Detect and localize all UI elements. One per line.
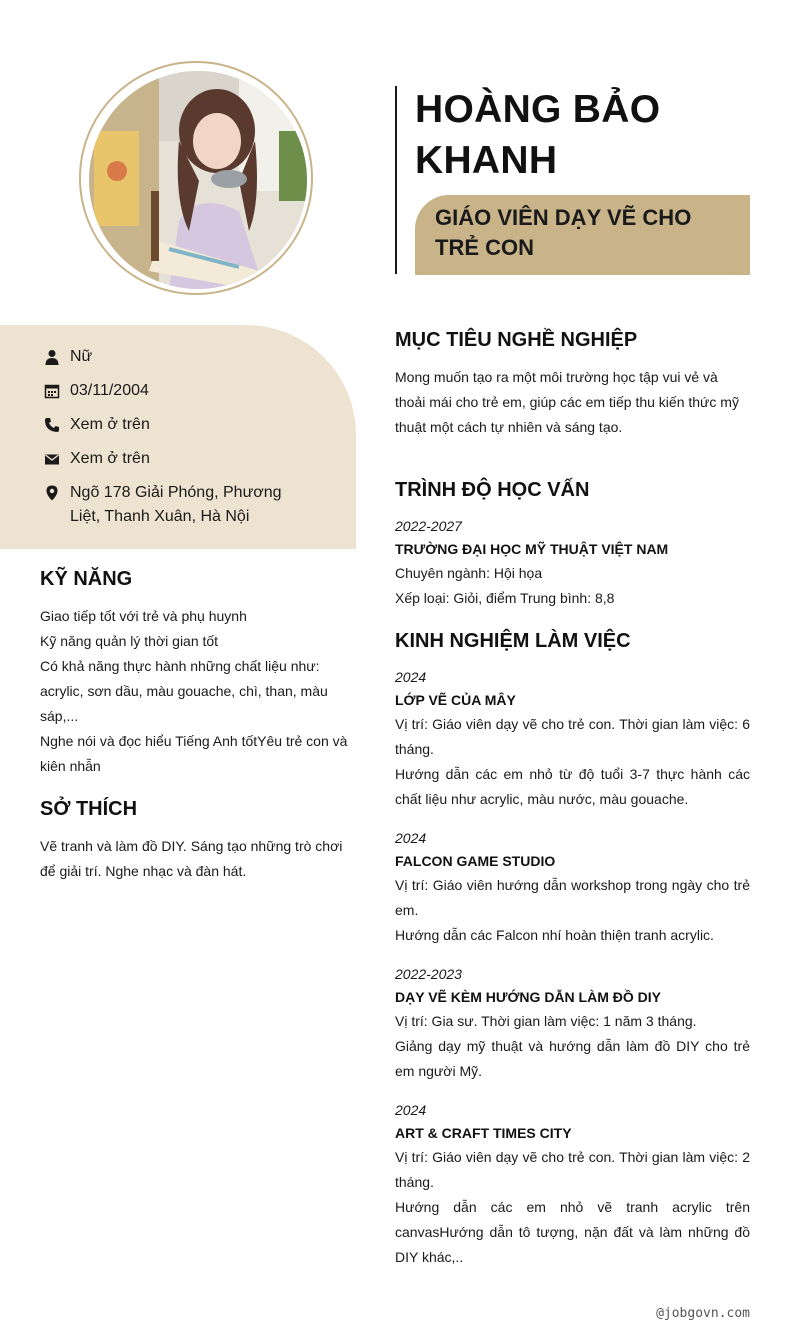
calendar-icon xyxy=(44,383,60,399)
experience-entry xyxy=(395,963,750,1084)
education-heading: TRÌNH ĐỘ HỌC VẤN xyxy=(395,479,590,501)
avatar xyxy=(89,71,307,289)
watermark: @jobgovn.com xyxy=(656,1306,750,1321)
experience-heading: KINH NGHIỆM LÀM VIỆC xyxy=(395,630,631,652)
hobbies-heading: SỞ THÍCH xyxy=(40,798,138,820)
job-period: 2024 xyxy=(395,1102,427,1118)
phone-icon xyxy=(44,417,60,433)
job-role: Vị trí: Giáo viên dạy vẽ cho trẻ con. Thời gian làm việc: 2 tháng. xyxy=(395,1149,750,1190)
skills-heading: KỸ NĂNG xyxy=(40,568,133,590)
contact-email xyxy=(44,447,310,471)
gender-text: Nữ xyxy=(70,348,93,365)
job-desc: Giảng dạy mỹ thuật và hướng dẫn làm đồ DIY cho trẻ em người Mỹ. xyxy=(395,1038,750,1079)
skill-item: Nghe nói và đọc hiểu Tiếng Anh tốtYêu trẻ con và kiên nhẫn xyxy=(40,733,348,774)
job-title: GIÁO VIÊN DẠY VẼ CHO TRẺ CON xyxy=(435,205,692,260)
skill-item: Có khả năng thực hành những chất liệu như: acrylic, sơn dầu, màu gouache, chì, than, màu sáp,... xyxy=(40,658,328,724)
header-divider xyxy=(395,86,397,274)
job-desc: Hướng dẫn các Falcon nhí hoàn thiện tranh acrylic. xyxy=(395,927,714,943)
objective-text: Mong muốn tạo ra một môi trường học tập vui vẻ và thoải mái cho trẻ em, giúp các em tiếp thu kiến thức mỹ thuật một cách tự nhiên và sáng tạo. xyxy=(395,369,739,435)
contact-dob xyxy=(44,379,310,403)
education-entry xyxy=(395,515,750,611)
job-title-badge xyxy=(415,195,750,275)
contact-phone xyxy=(44,413,310,437)
contact-address xyxy=(44,481,310,529)
experience-entry xyxy=(395,827,750,948)
job-period: 2022-2023 xyxy=(395,966,462,982)
contact-gender xyxy=(44,345,310,369)
hobbies-text: Vẽ tranh và làm đồ DIY. Sáng tạo những trò chơi để giải trí. Nghe nhạc và đàn hát. xyxy=(40,838,343,879)
job-desc: Hướng dẫn các em nhỏ từ độ tuổi 3-7 thực hành các chất liệu như acrylic, màu nước, màu gouache. xyxy=(395,766,750,807)
education-grade: Xếp loại: Giỏi, điểm Trung bình: 8,8 xyxy=(395,590,615,606)
skill-item: Kỹ năng quản lý thời gian tốt xyxy=(40,633,219,649)
education-period: 2022-2027 xyxy=(395,518,462,534)
profile-photo xyxy=(89,71,307,289)
job-org: LỚP VẼ CỦA MÂY xyxy=(395,692,516,708)
job-org: DẠY VẼ KÈM HƯỚNG DẪN LÀM ĐỒ DIY xyxy=(395,989,661,1005)
phone-text: Xem ở trên xyxy=(70,416,150,433)
job-period: 2024 xyxy=(395,830,427,846)
contact-panel xyxy=(0,325,356,549)
job-role: Vị trí: Giáo viên hướng dẫn workshop trong ngày cho trẻ em. xyxy=(395,877,750,918)
dob-text: 03/11/2004 xyxy=(70,382,149,399)
job-org: FALCON GAME STUDIO xyxy=(395,853,556,869)
address-text: Ngõ 178 Giải Phóng, Phương Liệt, Thanh Xuân, Hà Nội xyxy=(70,484,282,525)
job-org: ART & CRAFT TIMES CITY xyxy=(395,1125,572,1141)
job-role: Vị trí: Giáo viên dạy vẽ cho trẻ con. Thời gian làm việc: 6 tháng. xyxy=(395,716,750,757)
skills-list xyxy=(40,604,358,779)
job-role: Vị trí: Gia sư. Thời gian làm việc: 1 năm 3 tháng. xyxy=(395,1013,697,1029)
person-icon xyxy=(44,349,60,365)
skill-item: Giao tiếp tốt với trẻ và phụ huynh xyxy=(40,608,247,624)
full-name: HOÀNG BẢO KHANH xyxy=(415,88,661,182)
job-desc: Hướng dẫn các em nhỏ vẽ tranh acrylic trên canvasHướng dẫn tô tượng, nặn đất và làm những đồ DIY khác,.. xyxy=(395,1199,750,1265)
location-pin-icon xyxy=(44,485,60,501)
objective-heading: MỤC TIÊU NGHỀ NGHIỆP xyxy=(395,329,638,351)
email-text: Xem ở trên xyxy=(70,450,150,467)
experience-entry xyxy=(395,1099,750,1270)
education-school: TRƯỜNG ĐẠI HỌC MỸ THUẬT VIỆT NAM xyxy=(395,541,669,557)
experience-entry xyxy=(395,666,750,812)
mail-icon xyxy=(44,451,60,467)
education-major: Chuyên ngành: Hội họa xyxy=(395,565,543,581)
job-period: 2024 xyxy=(395,669,427,685)
